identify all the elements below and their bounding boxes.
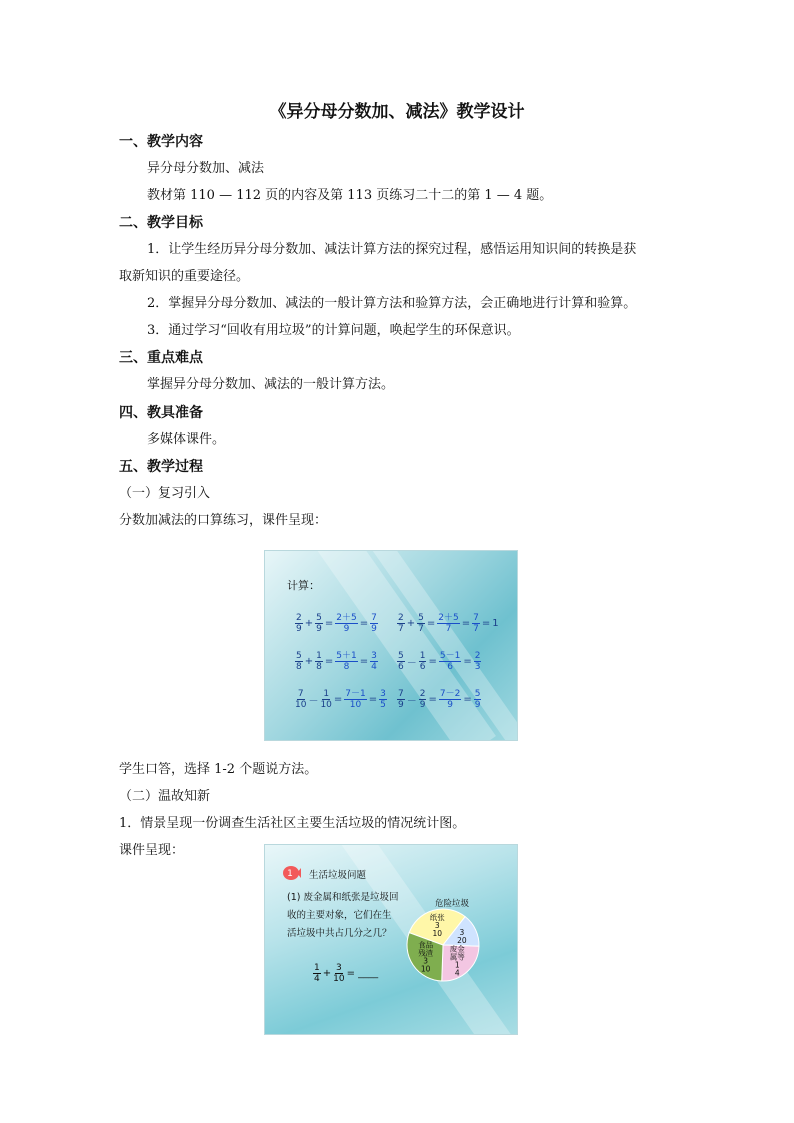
- operator: =: [428, 656, 437, 667]
- pie-slice-label: 食品: [418, 940, 434, 950]
- operator: =: [333, 694, 343, 705]
- section-heading-tools: 四、教具准备: [119, 405, 203, 421]
- pie-slice-label: 1: [454, 960, 460, 970]
- fraction: $\frac{2}{3}$: [474, 651, 481, 672]
- subsection-heading: （一）复习引入: [119, 486, 211, 501]
- pie-slice-label: 残渣: [418, 948, 434, 958]
- fraction: $\frac{7-2}{9}$: [439, 689, 461, 710]
- equation: [295, 651, 378, 672]
- section-heading-process: 五、教学过程: [119, 459, 203, 475]
- fraction: $\frac{2}{9}$: [296, 613, 302, 634]
- content-line: 掌握异分母分数加、减法的一般计算方法。: [147, 377, 395, 392]
- fraction: $\frac{7}{9}$: [371, 613, 377, 634]
- content-line: 分数加减法的口算练习，课件呈现：: [119, 513, 328, 528]
- fraction: $\frac{5}{8}$: [296, 651, 302, 672]
- fraction: $\frac{7}{9}$: [398, 689, 404, 710]
- operator: =: [359, 618, 369, 629]
- pie-slice-label: 纸张: [429, 912, 445, 922]
- slide-image-garbage: [264, 844, 518, 1035]
- fraction: $\frac{5+1}{8}$: [336, 651, 357, 672]
- operator: +: [406, 618, 416, 629]
- section-heading-keypoints: 三、重点难点: [119, 350, 203, 366]
- pie-slice-label: 20: [457, 936, 467, 946]
- section-heading-objectives: 二、教学目标: [119, 215, 203, 231]
- operator: +: [304, 656, 314, 667]
- pie-slice-label: 属等: [449, 952, 465, 962]
- objective-item: 3．通过学习“回收有用垃圾”的计算问题，唤起学生的环保意识。: [147, 323, 520, 338]
- operator: =: [368, 694, 378, 705]
- fraction: $\frac{7-1}{10}$: [345, 689, 366, 710]
- fraction: $\frac{2}{9}$: [419, 689, 426, 710]
- fraction: $\frac{1}{6}$: [419, 651, 426, 672]
- fraction: $\frac{3}{10}$: [333, 963, 345, 984]
- question-line: (1) 废金属和纸张是垃圾回: [287, 892, 399, 903]
- fraction: $\frac{3}{4}$: [371, 651, 377, 672]
- fraction: $\frac{1}{8}$: [316, 651, 322, 672]
- objective-item-cont: 取新知识的重要途径。: [119, 269, 250, 284]
- fraction: $\frac{7}{7}$: [473, 613, 479, 634]
- pie-slice-label: 4: [454, 968, 460, 978]
- operator: =: [426, 618, 436, 629]
- fraction: $\frac{5}{7}$: [418, 613, 424, 634]
- fraction: $\frac{5-1}{6}$: [439, 651, 461, 672]
- slide-label: 计算：: [287, 579, 320, 592]
- section-heading-content: 一、教学内容: [119, 134, 203, 150]
- pie-slice-label: 10: [420, 964, 431, 974]
- content-line: 异分母分数加、减法: [147, 161, 265, 176]
- operator: =: [428, 694, 437, 705]
- content-line: 1．情景呈现一份调查生活社区主要生活垃圾的情况统计图。: [119, 816, 466, 831]
- operator: =: [359, 656, 369, 667]
- pie-slice-label: 3: [434, 920, 440, 930]
- content-line: 教材第 110 — 112 页的内容及第 113 页练习二十二的第 1 — 4 题。: [147, 188, 553, 203]
- fraction: $\frac{5}{9}$: [474, 689, 481, 710]
- fraction: $\frac{1}{10}$: [320, 689, 332, 710]
- content-line: 多媒体课件。: [147, 432, 226, 447]
- operator: －: [406, 696, 417, 707]
- operator: =: [463, 656, 472, 667]
- expression: [313, 963, 378, 984]
- objective-item: 2．掌握异分母分数加、减法的一般计算方法和验算方法，会正确地进行计算和验算。: [147, 296, 637, 311]
- pie-slice-label: 3: [459, 928, 465, 938]
- operator: －: [308, 696, 319, 707]
- pie-slice-label: 3: [423, 956, 429, 966]
- equation: [397, 651, 481, 672]
- content-line: 学生口答，选择 1-2 个题说方法。: [119, 762, 318, 777]
- pie-slice-label: 废金: [449, 944, 465, 954]
- operator: =: [481, 618, 491, 629]
- badge-number: 1: [287, 869, 293, 879]
- slide-image-calculation: [264, 550, 518, 741]
- result: 1: [492, 618, 499, 629]
- operator: =: [324, 618, 334, 629]
- operator: =: [463, 694, 472, 705]
- fraction: $\frac{2+5}{7}$: [438, 613, 459, 634]
- operator: =: [324, 656, 334, 667]
- fraction: $\frac{2}{7}$: [398, 613, 404, 634]
- equation: [397, 613, 499, 634]
- fraction: $\frac{2+5}{9}$: [336, 613, 357, 634]
- answer-blank: = ____: [346, 968, 379, 979]
- fraction: $\frac{1}{4}$: [314, 963, 320, 984]
- slide-heading: 生活垃圾问题: [309, 870, 367, 881]
- content-line: 课件呈现：: [119, 843, 185, 858]
- operator: +: [304, 618, 314, 629]
- equation: [397, 689, 481, 710]
- pie-pointer-label: 危险垃圾: [435, 899, 470, 909]
- question-line: 收的主要对象，它们在生: [287, 910, 392, 921]
- operator: +: [322, 968, 332, 979]
- fish-badge-icon: [283, 865, 301, 881]
- document-title: 《异分母分数加、减法》教学设计: [269, 102, 525, 122]
- equation: [295, 613, 378, 634]
- objective-item: 1．让学生经历异分母分数加、减法计算方法的探究过程，感悟运用知识间的转换是获: [147, 242, 637, 257]
- fraction: $\frac{5}{6}$: [398, 651, 404, 672]
- question-line: 活垃圾中共占几分之几？: [287, 928, 392, 939]
- operator: －: [406, 658, 417, 669]
- equation: [295, 689, 387, 710]
- fraction: $\frac{7}{10}$: [295, 689, 307, 710]
- pie-slice-label: 10: [432, 928, 443, 938]
- fraction: $\frac{5}{9}$: [316, 613, 322, 634]
- subsection-heading: （二）温故知新: [119, 789, 211, 804]
- operator: =: [461, 618, 471, 629]
- fraction: $\frac{3}{5}$: [380, 689, 386, 710]
